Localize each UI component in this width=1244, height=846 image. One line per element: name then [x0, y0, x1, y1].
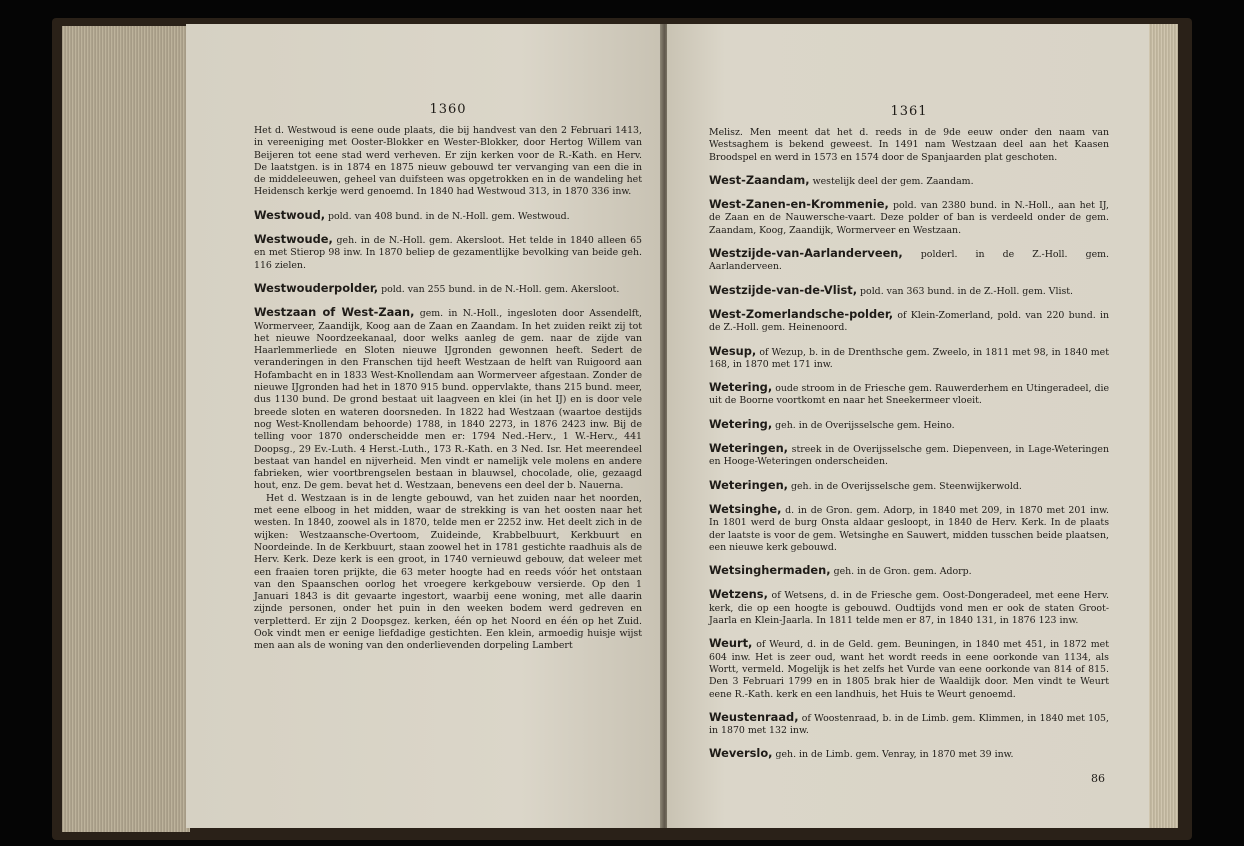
entry-headword: Weverslo,	[709, 746, 773, 761]
entry-paragraph	[709, 345, 1109, 372]
entry-headword: Westwouderpolder,	[254, 280, 379, 295]
entry-headword: Wesup,	[709, 343, 757, 358]
entry-paragraph	[254, 125, 642, 199]
entry-text: of Wezup, b. in de Drenthsche gem. Zweelo, in 1811 met 98, in 1840 met 168, in 1870 met 171 inw.	[709, 346, 1109, 370]
entry-paragraph	[709, 381, 1109, 408]
page-edges-right	[1148, 24, 1178, 828]
entry-text: westelijk deel der gem. Zaandam.	[809, 175, 974, 187]
entry-text: Het d. Westzaan is in de lengte gebouwd, van het zuiden naar het noorden, met eene elboog in het midden, waar de strekking is van het oosten naar het westen. In 1840, zoowel als in 1870, telde men er 2252 inw. Het deelt zich in de wijken: Westzaansche-Overtoom, Zuideinde, Krabbelbuurt, Kerkbuurt en Noordeinde. In de Kerkbuurt, staan zoowel het in 1781 gestichte raadhuis als de Herv. Kerk. Deze kerk is een groot, in 1740 vernieuwd gebouw, dat weleer met een fraaien toren prijkte, die 63 meter hoogte had en reeds vóór het ontstaan van den Spaanschen oorlog het vroegere kerkgebouw versierde. Op den 1 Januari 1843 is dit gevaarte ingestort, waarbij eene woning, met alle daarin zijnde personen, onder het puin in den weeken bodem werd gedreven en verpletterd. Er zijn 2 Doopsgez. kerken, één op het Noord en één op het Zuid. Ook vindt men er eenige liefdadige gestichten. Een klein, armoedig huisje wijst men aan als de woning van den onderlievenden dorpeling Lambert	[254, 492, 642, 652]
entry-headword: West-Zaandam,	[709, 172, 810, 187]
entry-paragraph	[709, 418, 1109, 432]
entry-text: pold. van 2380 bund. in N.-Holl., aan het IJ, de Zaan en de Nauwersche-vaart. Deze polder of ban is verdeeld onder de gem. Zaandam, Koog, Zaandijk, Wormerveer en Westzaan.	[709, 200, 1109, 236]
entry-headword: Weteringen,	[709, 477, 788, 492]
entry-text: oude stroom in de Friesche gem. Rauwerderhem en Utingeradeel, die uit de Boorne voortkomt en naar het Sneekermeer vloeit.	[709, 383, 1109, 407]
entry-text: gem. in N.-Holl., ingesloten door Assendelft, Wormerveer, Zaandijk, Koog aan de Zaan en Zaandam. In het zuiden reikt zij tot het nieuwe Noordzeekanaal, door welks aanleg de gem. naar de zijde van Haarlemmerliede en Sloten nieuwe IJgronden gewonnen heeft. Sedert de veranderingen in den Franschen tijd heeft Westzaan de helft van Ruigoord aan Hofambacht en in 1833 West-Knollendam aan Wormerveer afgestaan. Zonder de nieuwe IJgronden had het in 1870 915 bund. oppervlakte, thans 215 bund. meer, dus 1130 bund. De grond bestaat uit laagveen en klei (in het IJ) en is door vele breede sloten en wateren doorsneden. In 1822 had Westzaan (waartoe destijds nog West-Knollendam behoorde) 1788, in 1840 2273, in 1876 2423 inw. Bij de telling voor 1870 onderscheidde men er: 1794 Ned.-Herv., 1 W.-Herv., 441 Doopsg., 29 Ev.-Luth. 4 Herst.-Luth., 173 R.-Kath. en 3 Ned. Isr. Het meerendeel bestaat van handel en nijverheid. Men vindt er namelijk vele molens en andere fabrieken, wier voortbrengselen bestaan in blauwsel, chocolade, olie, gezaagd hout, enz. De gem. bevat het d. Westzaan, benevens een deel der b. Nauerna.	[254, 308, 642, 492]
entry-paragraph	[709, 711, 1109, 738]
entry-paragraph	[709, 174, 1109, 188]
entry-paragraph	[254, 209, 642, 223]
entry-headword: Weteringen,	[709, 441, 788, 456]
entry-paragraph	[709, 564, 1109, 578]
page-number: 1360	[429, 102, 467, 117]
entry-text: polderl. in de Z.-Holl. gem. Aarlanderveen.	[709, 249, 1109, 273]
entry-headword: Wetsinghe,	[709, 501, 782, 516]
entry-headword: Weustenraad,	[709, 709, 799, 724]
entry-text: geh. in de Gron. gem. Adorp.	[830, 566, 972, 578]
entry-headword: Weurt,	[709, 636, 753, 651]
entry-headword: Wetzens,	[709, 587, 768, 602]
entry-headword: Westzijde-van-de-Vlist,	[709, 282, 858, 297]
entry-text: geh. in de N.-Holl. gem. Akersloot. Het telde in 1840 alleen 65 en met Stierop 98 inw. In 1870 beliep de gezamentlijke bevolking van beide geh. 116 zielen.	[254, 235, 642, 271]
entry-headword: Wetsinghermaden,	[709, 563, 831, 578]
page-number: 1361	[890, 104, 928, 119]
entry-text: geh. in de Overijsselsche gem. Heino.	[772, 419, 955, 431]
entry-text: geh. in de Limb. gem. Venray, in 1870 met 39 inw.	[772, 749, 1014, 761]
entry-text: of Weurd, d. in de Geld. gem. Beuningen, in 1840 met 451, in 1872 met 604 inw. Het is zeer oud, want het wordt reeds in eene oorkonde van 1134, als Wortt, vermeld. Mogelijk is het zelfs het Vurde van eene oorkonde van 814 of 815. Den 3 Februari 1799 en in 1805 brak hier de Waaldijk door. Men vindt te Weurt eene R.-Kath. kerk en een landhuis, het Huis te Weurt genoemd.	[709, 639, 1109, 700]
entry-headword: West-Zomerlandsche-polder,	[709, 306, 894, 321]
entry-text: geh. in de Overijsselsche gem. Steenwijkerwold.	[788, 480, 1022, 492]
entry-paragraph	[709, 198, 1109, 237]
entry-text: Het d. Westwoud is eene oude plaats, die bij handvest van den 2 Februari 1413, in vereeniging met Ooster-Blokker en Wester-Blokker, door Hertog Willem van Beijeren tot eene stad werd verheven. Er zijn kerken voor de R.-Kath. en Herv. De laatstgen. is in 1874 en 1875 nieuw gebouwd ter vervanging van een die in de middeleeuwen, geheel van duifsteen was opgetrokken en in de wandeling het Heidensch kerkje werd genoemd. In 1840 had Westwoud 313, in 1870 336 inw.	[254, 125, 642, 198]
entry-paragraph	[709, 127, 1109, 164]
entry-paragraph	[709, 479, 1109, 493]
entry-text: streek in de Overijsselsche gem. Diepenveen, in Lage-Weteringen en Hooge-Weteringen onderscheiden.	[709, 444, 1109, 468]
page-edges-left	[62, 26, 190, 832]
entry-headword: Westzaan of West-Zaan,	[254, 305, 415, 320]
entry-paragraph	[709, 308, 1109, 335]
entry-text: pold. van 255 bund. in de N.-Holl. gem. Akersloot.	[378, 283, 620, 295]
entry-text: pold. van 408 bund. in de N.-Holl. gem. Westwoud.	[325, 210, 570, 222]
entry-paragraph	[709, 284, 1109, 298]
entry-paragraph	[254, 306, 642, 492]
entry-text: of Woostenraad, b. in de Limb. gem. Klimmen, in 1840 met 105, in 1870 met 132 inw.	[709, 712, 1109, 737]
entry-paragraph	[709, 637, 1109, 700]
entry-paragraph	[254, 282, 642, 296]
entry-paragraph	[709, 442, 1109, 469]
entry-text: pold. van 363 bund. in de Z.-Holl. gem. Vlist.	[857, 285, 1074, 297]
entry-text: Melisz. Men meent dat het d. reeds in de 9de eeuw onder den naam van Westsaghem is bekend geweest. In 1491 nam Westzaan deel aan het Kaasen Broodspel en werd in 1573 en 1574 door de Spanjaarden plat geschoten.	[709, 127, 1109, 163]
entry-headword: West-Zanen-en-Krommenie,	[709, 197, 889, 212]
left-page-body	[254, 125, 642, 653]
entry-headword: Westwoud,	[254, 207, 326, 222]
entry-paragraph	[709, 503, 1109, 554]
entry-headword: Wetering,	[709, 416, 773, 431]
left-page	[186, 24, 664, 828]
entry-paragraph	[709, 247, 1109, 274]
right-page	[667, 24, 1149, 828]
entry-headword: Westwoude,	[254, 232, 333, 247]
entry-paragraph	[709, 747, 1109, 761]
entry-text: d. in de Gron. gem. Adorp, in 1840 met 209, in 1870 met 201 inw. In 1801 werd de burg Onsta aldaar gesloopt, in 1840 de Herv. Kerk. In de plaats der laatste is voor de gem. Wetsinghe en Sauwert, midden tusschen beide plaatsen, een nieuwe kerk gebouwd.	[709, 504, 1109, 553]
entry-text: of Wetsens, d. in de Friesche gem. Oost-Dongeradeel, met eene Herv. kerk, die op een hoogte is gebouwd. Oudtijds vond men er ook de staten Groot-Jaarla en Klein-Jaarla. In 1811 telde men er 87, in 1840 131, in 1876 123 inw.	[709, 590, 1109, 627]
entry-headword: Westzijde-van-Aarlanderveen,	[709, 246, 903, 261]
right-page-body	[709, 127, 1109, 762]
entry-text: of Klein-Zomerland, pold. van 220 bund. in de Z.-Holl. gem. Heinenoord.	[709, 309, 1109, 334]
entry-paragraph	[709, 588, 1109, 627]
entry-paragraph	[254, 493, 642, 653]
entry-paragraph	[254, 233, 642, 272]
entry-headword: Wetering,	[709, 380, 773, 395]
signature-mark: 86	[1091, 771, 1105, 785]
